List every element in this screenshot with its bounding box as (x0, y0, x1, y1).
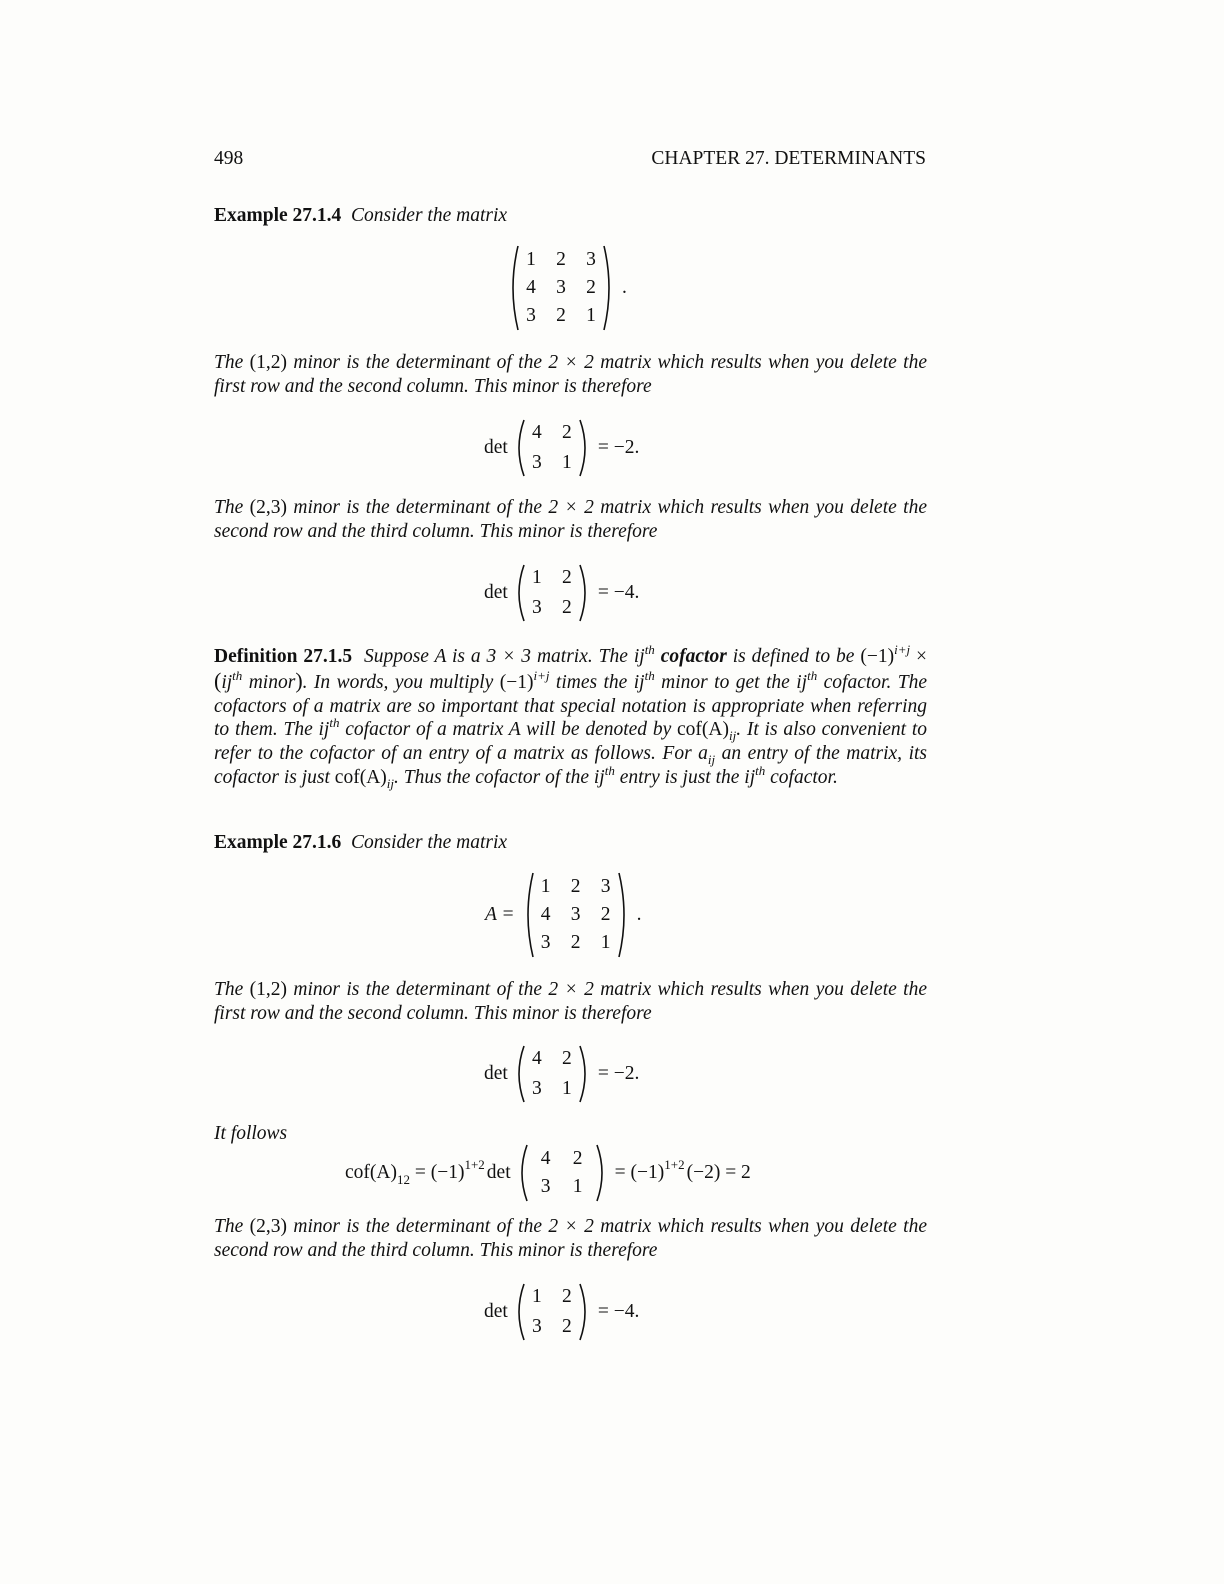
text: cofactor of a matrix A will be denoted by (339, 719, 678, 741)
matrix-cell: 3 (556, 277, 566, 298)
det-result: = −2. (597, 1063, 640, 1084)
matrix-cell: 2 (570, 932, 581, 953)
matrix-cell: 3 (531, 452, 542, 473)
equation-result: (−2) = 2 (686, 1162, 751, 1183)
det-display-minor-12 (484, 418, 639, 478)
th: th (232, 667, 243, 683)
subscript: 12 (396, 1172, 410, 1187)
det-display-minor-23 (484, 1282, 639, 1342)
right-paren (578, 418, 592, 478)
matrix-2x2 (512, 1044, 592, 1104)
text: The (214, 979, 250, 1000)
matrix-display-1 (506, 244, 627, 332)
ij: ij (318, 719, 330, 741)
det-result: = −4. (597, 1301, 640, 1322)
exponent: 1+2 (464, 1157, 485, 1172)
left-paren (512, 418, 526, 478)
text: minor to get the (654, 671, 797, 693)
cofactor-rhs (614, 1157, 751, 1185)
index-pair: (1,2) (249, 352, 288, 373)
text: . In words, you multiply (302, 671, 500, 693)
det-operator: det (484, 1301, 508, 1322)
th: th (604, 762, 615, 778)
matrix-cell: 4 (531, 1048, 542, 1069)
minor-23-paragraph (214, 1215, 927, 1263)
right-paren (578, 563, 592, 623)
matrix-2x2 (512, 418, 592, 478)
left-paren (521, 871, 535, 959)
minor-12-paragraph (214, 978, 927, 1026)
matrix-cell: 2 (570, 876, 581, 897)
matrix-cell: 2 (561, 1286, 572, 1307)
right-paren (595, 1143, 609, 1203)
times: × (910, 646, 928, 667)
th: th (329, 715, 340, 731)
matrix-cell: 3 (586, 249, 596, 270)
running-title: CHAPTER 27. DETERMINANTS (651, 148, 926, 169)
det-result: = −2. (597, 437, 640, 458)
trailing-period: . (622, 277, 627, 298)
th: th (755, 762, 766, 778)
matrix-cell: 2 (561, 597, 572, 618)
text: is defined to be (726, 646, 861, 667)
matrix-2x2 (512, 1282, 592, 1342)
matrix-lhs: A = (485, 904, 515, 925)
right-paren (578, 1044, 592, 1104)
text: . Thus the cofactor of the (394, 766, 594, 788)
matrix-cell: 3 (526, 305, 536, 326)
text: The (214, 1216, 250, 1237)
matrix-cell: 2 (561, 422, 572, 443)
text: minor is the determinant of the 2 × 2 matrix which results when you delete the second row and the third column. This minor is therefore (214, 497, 928, 542)
matrix-cell: 1 (572, 1176, 583, 1197)
open-paren: ( (214, 667, 222, 693)
matrix-cell: 2 (561, 567, 572, 588)
matrix-cell: 2 (556, 249, 566, 270)
matrix-cells (520, 248, 602, 328)
example-label: Example 27.1.6 (214, 832, 342, 853)
matrix-cells (526, 421, 578, 475)
matrix-cell: 1 (540, 876, 551, 897)
matrix-cell: 1 (561, 1078, 572, 1099)
matrix-cells (535, 875, 617, 955)
matrix-cell: 3 (531, 597, 542, 618)
matrix-cells (526, 1047, 578, 1101)
text: minor (242, 671, 296, 693)
subscript: ij (728, 728, 737, 744)
left-paren (512, 1044, 526, 1104)
matrix-3x3 (506, 244, 616, 332)
matrix-2x2 (512, 563, 592, 623)
matrix-cells (529, 1147, 595, 1199)
text: Suppose A is a 3 × 3 matrix. The (363, 646, 634, 667)
matrix-cell: 3 (540, 932, 551, 953)
matrix-cell: 1 (561, 452, 572, 473)
index-pair: (1,2) (249, 979, 288, 1000)
left-paren (512, 563, 526, 623)
example-27-1-4-heading (214, 204, 927, 228)
cofactor-lhs (345, 1157, 511, 1187)
left-paren (512, 1282, 526, 1342)
det-operator: det (484, 1063, 508, 1084)
text: entry is just the (614, 766, 745, 788)
index-pair: (2,3) (249, 1216, 288, 1237)
right-paren (617, 871, 631, 959)
det-operator: det (484, 582, 508, 603)
text: minor is the determinant of the 2 × 2 matrix which results when you delete the second row and the third column. This minor is therefore (214, 1216, 928, 1261)
matrix-cell: 1 (600, 932, 611, 953)
matrix-cell: 2 (556, 305, 566, 326)
det-display-minor-23 (484, 563, 639, 623)
equation-part: = (−1) (614, 1162, 665, 1183)
matrix-3x3 (521, 871, 631, 959)
exponent: i+j (533, 667, 550, 683)
matrix-cell: 3 (531, 1316, 542, 1337)
matrix-cells (526, 566, 578, 620)
matrix-cell: 3 (531, 1078, 542, 1099)
subscript: ij (386, 775, 394, 791)
matrix-cell: 1 (526, 249, 536, 270)
it-follows-text: It follows (214, 1123, 288, 1144)
cofactor-equation (345, 1143, 751, 1203)
exponent: i+j (894, 642, 911, 657)
matrix-cell: 2 (586, 277, 596, 298)
det-operator: det (484, 437, 508, 458)
det-operator: det (486, 1162, 511, 1183)
definition-27-1-5 (214, 642, 928, 791)
matrix-2x2 (515, 1143, 609, 1203)
text: cofactor. The cofactors of a matrix are so important that special notation is appropriate when referring to them. The (214, 671, 928, 741)
matrix-cell: 2 (561, 1316, 572, 1337)
th: th (644, 667, 655, 683)
matrix-cell: 3 (570, 904, 581, 925)
page-number: 498 (214, 148, 244, 169)
text: The (214, 497, 250, 518)
ij: ij (593, 766, 605, 788)
matrix-cell: 3 (540, 1176, 551, 1197)
matrix-display-A (485, 871, 641, 959)
ij: ij (633, 646, 645, 667)
ij: ij (796, 671, 808, 693)
matrix-cells (526, 1285, 578, 1339)
right-paren (578, 1282, 592, 1342)
right-paren (602, 244, 616, 332)
a-entry: a (698, 743, 708, 765)
minor-23-paragraph (214, 496, 927, 544)
matrix-cell: 1 (586, 305, 596, 326)
cof-notation: cof(A) (345, 1162, 397, 1183)
matrix-cell: 3 (600, 876, 611, 897)
matrix-cell: 4 (540, 1148, 551, 1169)
text: The (214, 352, 250, 373)
th: th (807, 667, 818, 683)
matrix-cell: 2 (600, 904, 611, 925)
matrix-cell: 1 (531, 567, 542, 588)
matrix-cell: 2 (561, 1048, 572, 1069)
example-intro: Consider the matrix (351, 205, 508, 226)
matrix-cell: 4 (531, 422, 542, 443)
subscript: ij (707, 752, 716, 768)
left-paren (506, 244, 520, 332)
ij: ij (744, 766, 756, 788)
th: th (644, 642, 655, 657)
text: minor is the determinant of the 2 × 2 matrix which results when you delete the first row and the second column. This minor is therefore (214, 979, 928, 1024)
trailing-period: . (636, 904, 642, 925)
text: an entry of the matrix, its cofactor is just (214, 743, 927, 788)
index-pair: (2,3) (249, 497, 288, 518)
text: cofactor. (765, 766, 838, 788)
matrix-cell: 4 (526, 277, 536, 298)
minor-12-paragraph (214, 351, 927, 399)
ij: ij (633, 671, 645, 693)
matrix-cell: 1 (531, 1286, 542, 1307)
definition-label: Definition 27.1.5 (214, 646, 353, 667)
matrix-cell: 4 (540, 904, 551, 925)
text: times the (549, 671, 634, 693)
cofactor-term: cofactor (660, 646, 727, 667)
cof-notation: cof(A) (334, 766, 387, 788)
equation-part: = (−1) (409, 1162, 465, 1183)
cof-notation: cof(A) (677, 719, 729, 741)
det-display-minor-12 (484, 1044, 639, 1104)
exponent: 1+2 (664, 1157, 685, 1172)
left-paren (515, 1143, 529, 1203)
ij: ij (221, 671, 233, 693)
close-paren: ) (295, 667, 303, 693)
example-label: Example 27.1.4 (214, 205, 342, 226)
det-result: = −4. (597, 582, 640, 603)
text: minor is the determinant of the 2 × 2 matrix which results when you delete the first row and the second column. This minor is therefore (214, 352, 928, 397)
matrix-cell: 2 (572, 1148, 583, 1169)
text: . It is also convenient to refer to the cofactor of an entry of a matrix as follows. For (214, 719, 927, 765)
neg-one: (−1) (860, 646, 895, 667)
neg-one: (−1) (499, 671, 534, 693)
example-27-1-6-heading (214, 831, 927, 855)
example-intro: Consider the matrix (351, 832, 508, 853)
